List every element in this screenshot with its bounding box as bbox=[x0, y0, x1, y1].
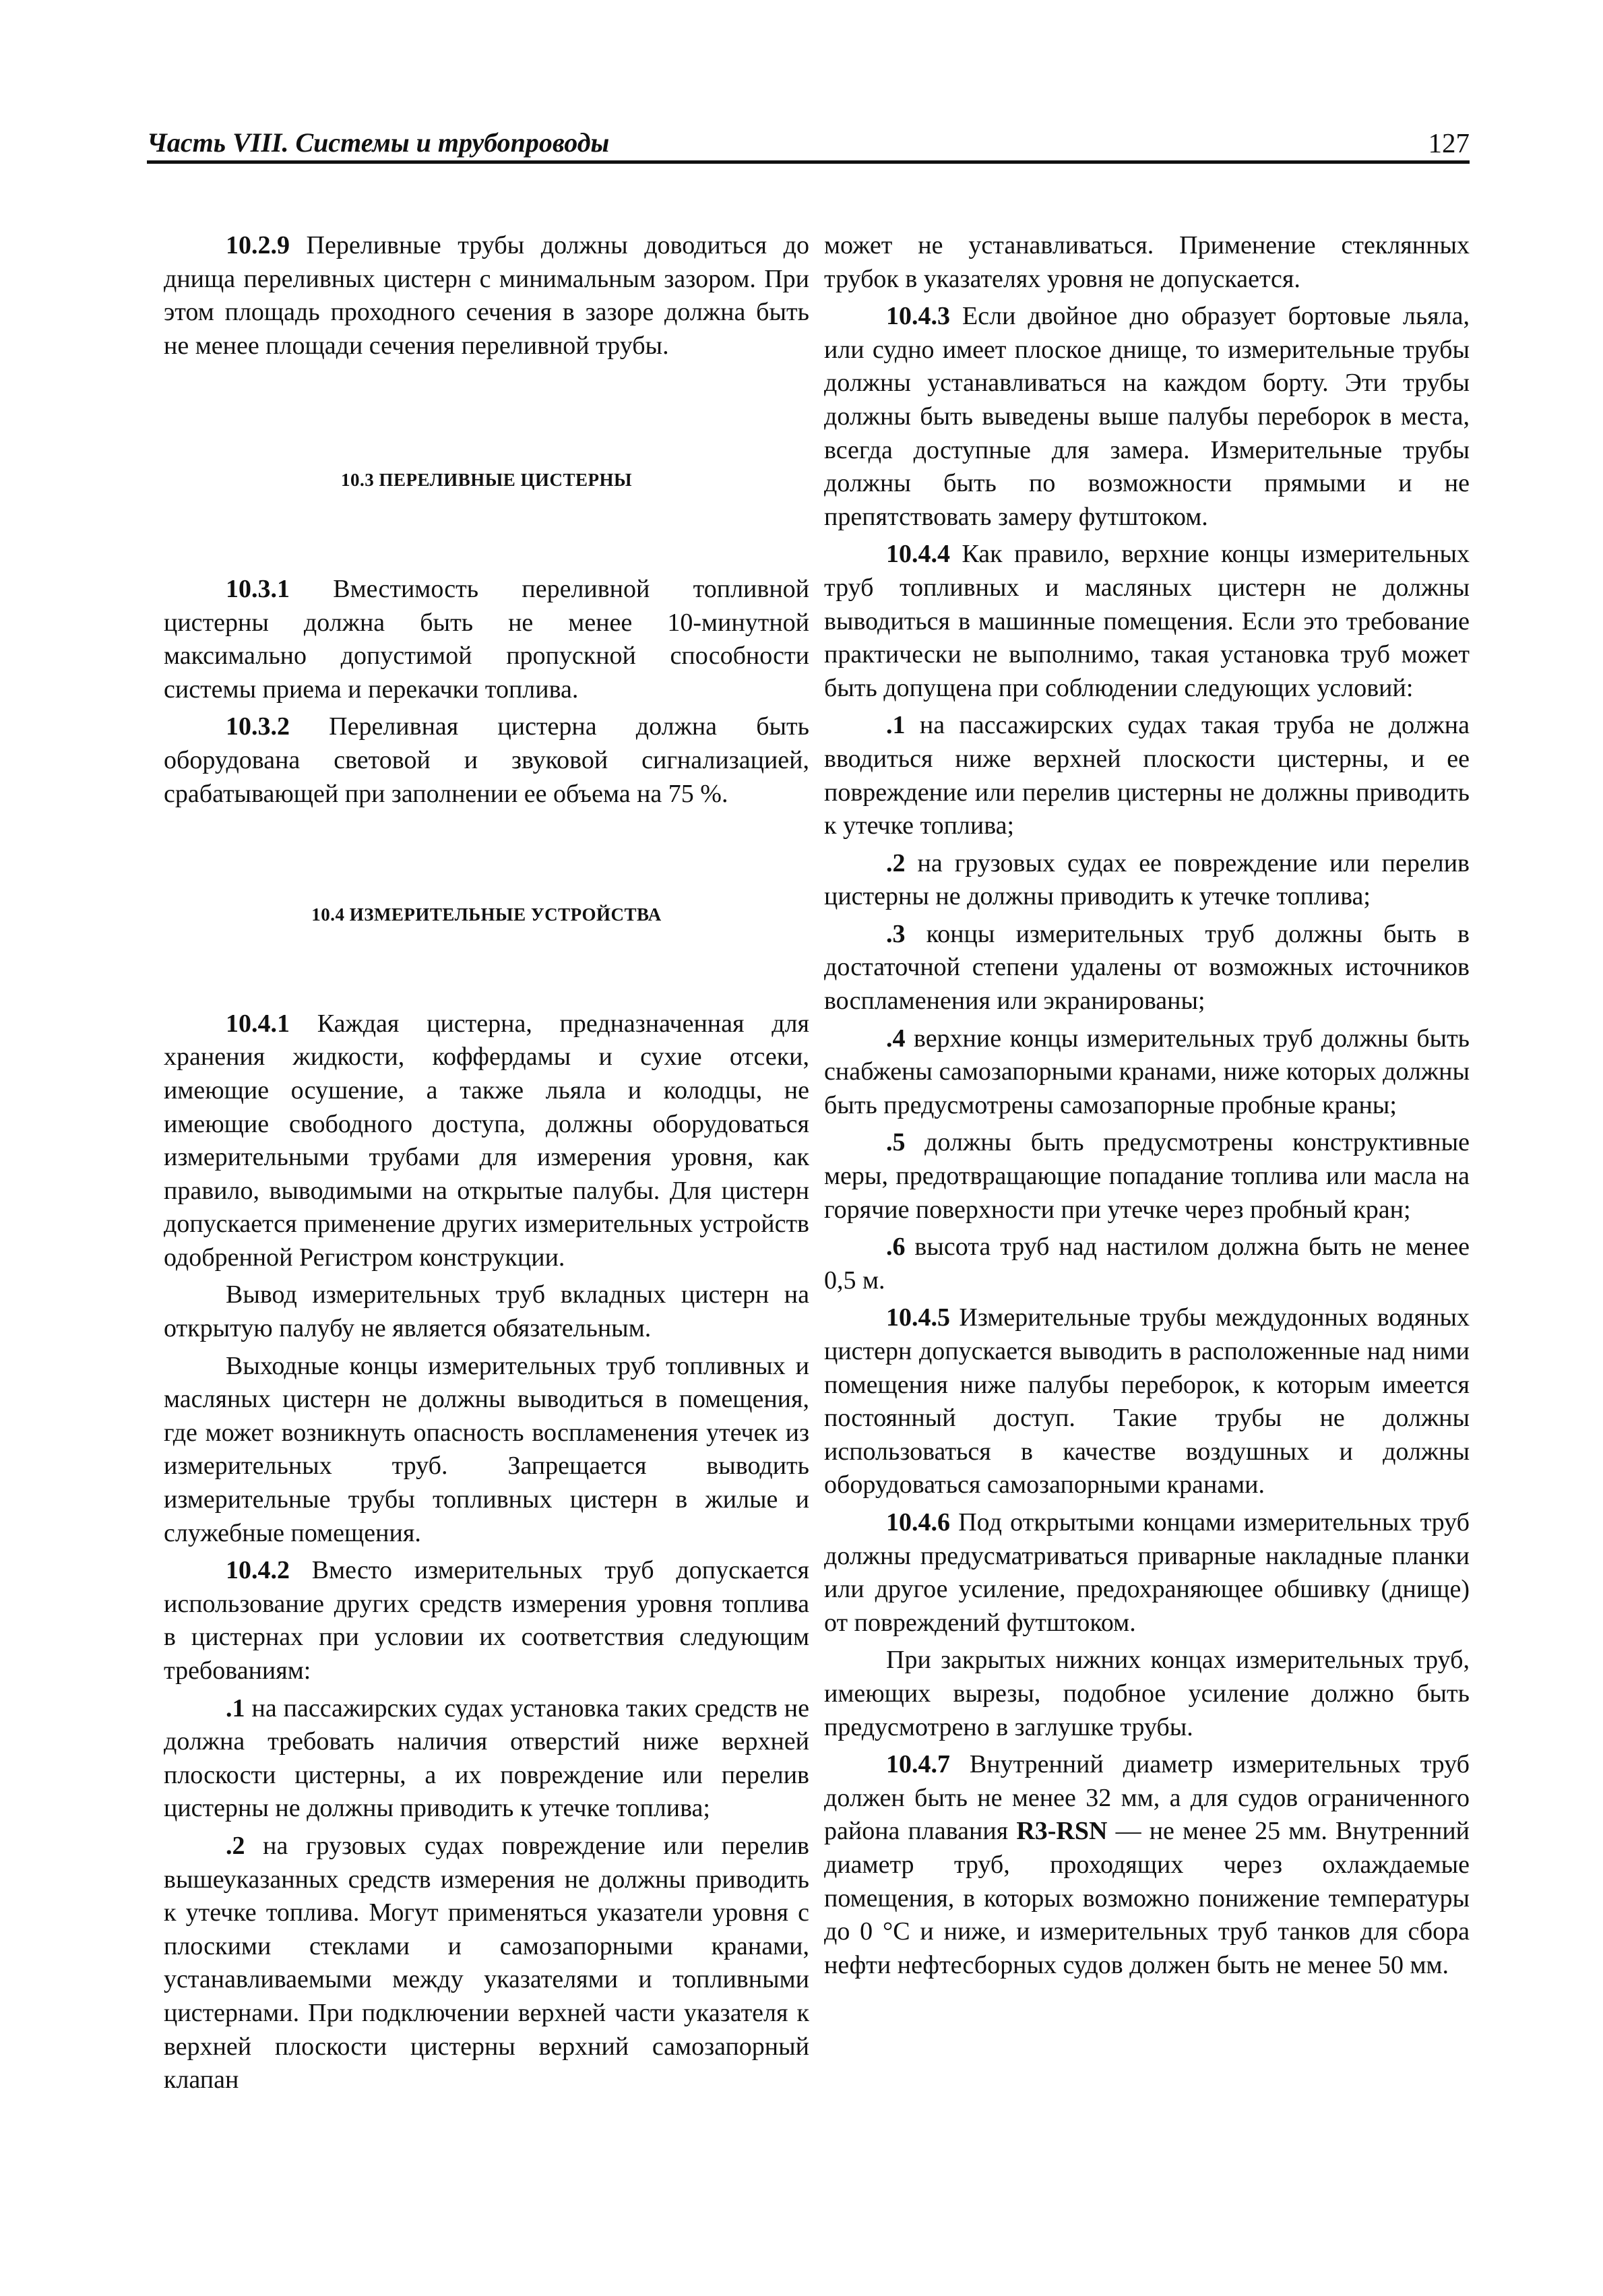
paragraph-text: Как правило, верхние концы измерительных труб топливных и масляных цистерн не должны выводиться в машинные помещения. Если это требование практически не выполнимо, такая установка труб может быть допущена при соблюдении следующих условий: bbox=[824, 540, 1470, 702]
list-item-2 bbox=[164, 1830, 809, 2097]
page-header bbox=[147, 120, 1470, 164]
item-number: .5 bbox=[886, 1128, 906, 1157]
paragraph-10-3-2 bbox=[164, 710, 809, 811]
area-code: R3-RSN bbox=[1016, 1817, 1108, 1846]
paragraph-outlet: Вывод измерительных труб вкладных цистерн на открытую палубу не является обязательным. bbox=[164, 1280, 809, 1343]
clause-number: 10.2.9 bbox=[226, 231, 290, 259]
list-item-2 bbox=[824, 847, 1470, 914]
paragraph-text: на пассажирских судах установка таких средств не должна требовать наличия отверстий ниже верхней плоскости цистерны, а их повреждение или перелив цистерны не должны приводить к утечке топлива; bbox=[164, 1694, 809, 1823]
clause-number: 10.3.1 bbox=[226, 574, 290, 603]
paragraph-text: концы измерительных труб должны быть в достаточной степени удалены от возможных источников воспламенения или экранированы; bbox=[824, 919, 1470, 1016]
clause-number: 10.4.3 bbox=[886, 302, 950, 331]
item-number: .1 bbox=[886, 711, 906, 740]
list-item-6 bbox=[824, 1231, 1470, 1297]
paragraph-outlet-ends: Выходные концы измерительных труб топливных и масляных цистерн не должны выводиться в помещения, где может возникнуть опасность воспламенения утечек из измерительных труб. Запрещается выводить измерительные трубы топливных цистерн в жилые и служебные помещения. bbox=[164, 1351, 809, 1547]
paragraph-text: на пассажирских судах такая труба не должна вводиться ниже верхней плоскости цистерны, и ее повреждение или перелив цистерны не должны приводить к утечке топлива; bbox=[824, 711, 1470, 840]
right-column bbox=[824, 229, 1470, 1982]
item-number: .4 bbox=[886, 1024, 906, 1053]
item-number: .2 bbox=[226, 1831, 245, 1860]
paragraph-text: должны быть предусмотрены конструктивные меры, предотвращающие попадание топлива или масла на горячие поверхности при утечке через пробный кран; bbox=[824, 1128, 1470, 1224]
clause-number: 10.4.1 bbox=[226, 1009, 290, 1038]
clause-number: 10.4.5 bbox=[886, 1303, 950, 1332]
section-heading-10-4: 10.4 ИЗМЕРИТЕЛЬНЫЕ УСТРОЙСТВА bbox=[311, 904, 662, 925]
paragraph-10-2-9 bbox=[164, 229, 809, 363]
paragraph-text: верхние концы измерительных труб должны быть снабжены самозапорными кранами, ниже которых должны быть предусмотрены самозапорные пробные краны; bbox=[824, 1024, 1470, 1119]
list-item-5 bbox=[824, 1126, 1470, 1227]
paragraph-10-4-4 bbox=[824, 538, 1470, 705]
paragraph-closed-ends: При закрытых нижних концах измерительных труб, имеющих вырезы, подобное усиление должно быть предусмотрено в заглушке трубы. bbox=[824, 1646, 1470, 1741]
clause-number: 10.4.6 bbox=[886, 1508, 950, 1537]
paragraph-continued: может не устанавливаться. Применение стеклянных трубок в указателях уровня не допускается. bbox=[824, 231, 1470, 293]
paragraph-text: Переливная цистерна должна быть оборудована световой и звуковой сигнализацией, срабатывающей при заполнении ее объема на 75 %. bbox=[164, 712, 809, 808]
running-title: Часть VIII. Системы и трубопроводы bbox=[147, 127, 610, 158]
item-number: .3 bbox=[886, 919, 906, 948]
left-column bbox=[164, 229, 809, 2097]
page-number: 127 bbox=[1428, 127, 1470, 158]
paragraph-text: Переливные трубы должны доводиться до днища переливных цистерн с минимальным зазором. При этом площадь проходного сечения в зазоре должна быть не менее площади сечения переливной трубы. bbox=[164, 231, 809, 360]
item-number: .2 bbox=[886, 848, 906, 877]
paragraph-text: Каждая цистерна, предназначенная для хранения жидкости, коффердамы и сухие отсеки, имеющие осушение, а также льяла и колодцы, не имеющие свободного доступа, должны оборудоваться измерительными трубами для измерения уровня, как правило, выводимыми на открытые палубы. Для цистерн допускается применение других измерительных устройств одобренной Регистром конструкции. bbox=[164, 1009, 809, 1272]
paragraph-text: высота труб над настилом должна быть не менее 0,5 м. bbox=[824, 1233, 1470, 1295]
paragraph-10-4-1 bbox=[164, 1007, 809, 1275]
section-heading-10-3: 10.3 ПЕРЕЛИВНЫЕ ЦИСТЕРНЫ bbox=[340, 470, 633, 491]
clause-number: 10.4.2 bbox=[226, 1556, 290, 1585]
paragraph-text: Измерительные трубы междудонных водяных цистерн допускается выводить в расположенные над ними помещения ниже палубы переборок, к которым имеется постоянный доступ. Такие трубы не должны использоваться в качестве воздушных и должны оборудоваться самозапорными кранами. bbox=[824, 1303, 1470, 1499]
paragraph-10-4-6 bbox=[824, 1506, 1470, 1640]
clause-number: 10.3.2 bbox=[226, 712, 290, 741]
paragraph-10-4-7 bbox=[824, 1748, 1470, 1982]
paragraph-text: на грузовых судах ее повреждение или перелив цистерны не должны приводить к утечке топлива; bbox=[824, 848, 1470, 911]
paragraph-text: Вместо измерительных труб допускается использование других средств измерения уровня топлива в цистернах при условии их соответствия следующим требованиям: bbox=[164, 1556, 809, 1685]
list-item-1 bbox=[824, 709, 1470, 842]
paragraph-text: Под открытыми концами измерительных труб должны предусматриваться приварные накладные планки или другое усиление, предохраняющее обшивку (днище) от повреждений футштоком. bbox=[824, 1508, 1470, 1637]
paragraph-10-3-1 bbox=[164, 573, 809, 706]
list-item-1 bbox=[164, 1692, 809, 1826]
item-number: .6 bbox=[886, 1233, 906, 1262]
paragraph-text: Если двойное дно образует бортовые льяла, или судно имеет плоское днище, то измерительные трубы должны устанавливаться на каждом борту. Эти трубы должны быть выведены выше палубы переборок в места, всегда доступные для замера. Измерительные трубы должны быть по возможности прямыми и не препятствовать замеру футштоком. bbox=[824, 302, 1470, 531]
clause-number: 10.4.7 bbox=[886, 1750, 950, 1779]
paragraph-text: Внутренний диаметр измерительных труб должен быть не менее 32 мм, а для судов ограниченного района плавания bbox=[824, 1750, 1470, 1846]
paragraph-10-4-2 bbox=[164, 1554, 809, 1687]
paragraph-text: на грузовых судах повреждение или перелив вышеуказанных средств измерения не должны приводить к утечке топлива. Могут применяться указатели уровня с плоскими стеклами и самозапорными кранами, устанавливаемыми между указателями и топливными цистернами. При подключении верхней части указателя к верхней плоскости цистерны верхний самозапорный клапан bbox=[164, 1831, 809, 2095]
clause-number: 10.4.4 bbox=[886, 540, 950, 569]
item-number: .1 bbox=[226, 1694, 245, 1723]
paragraph-10-4-5 bbox=[824, 1301, 1470, 1502]
paragraph-text: — не менее 25 мм. Внутренний диаметр труб, проходящих через охлаждаемые помещения, в которых возможно понижение температуры до 0 °С и ниже, и измерительных труб танков для сбора нефти нефтесборных судов должен быть не менее 50 мм. bbox=[824, 1817, 1470, 1979]
paragraph-10-4-3 bbox=[824, 300, 1470, 534]
list-item-3 bbox=[824, 918, 1470, 1018]
list-item-4 bbox=[824, 1022, 1470, 1123]
paragraph-text: Вместимость переливной топливной цистерны должна быть не менее 10-минутной максимально допустимой пропускной способности системы приема и перекачки топлива. bbox=[164, 574, 809, 704]
